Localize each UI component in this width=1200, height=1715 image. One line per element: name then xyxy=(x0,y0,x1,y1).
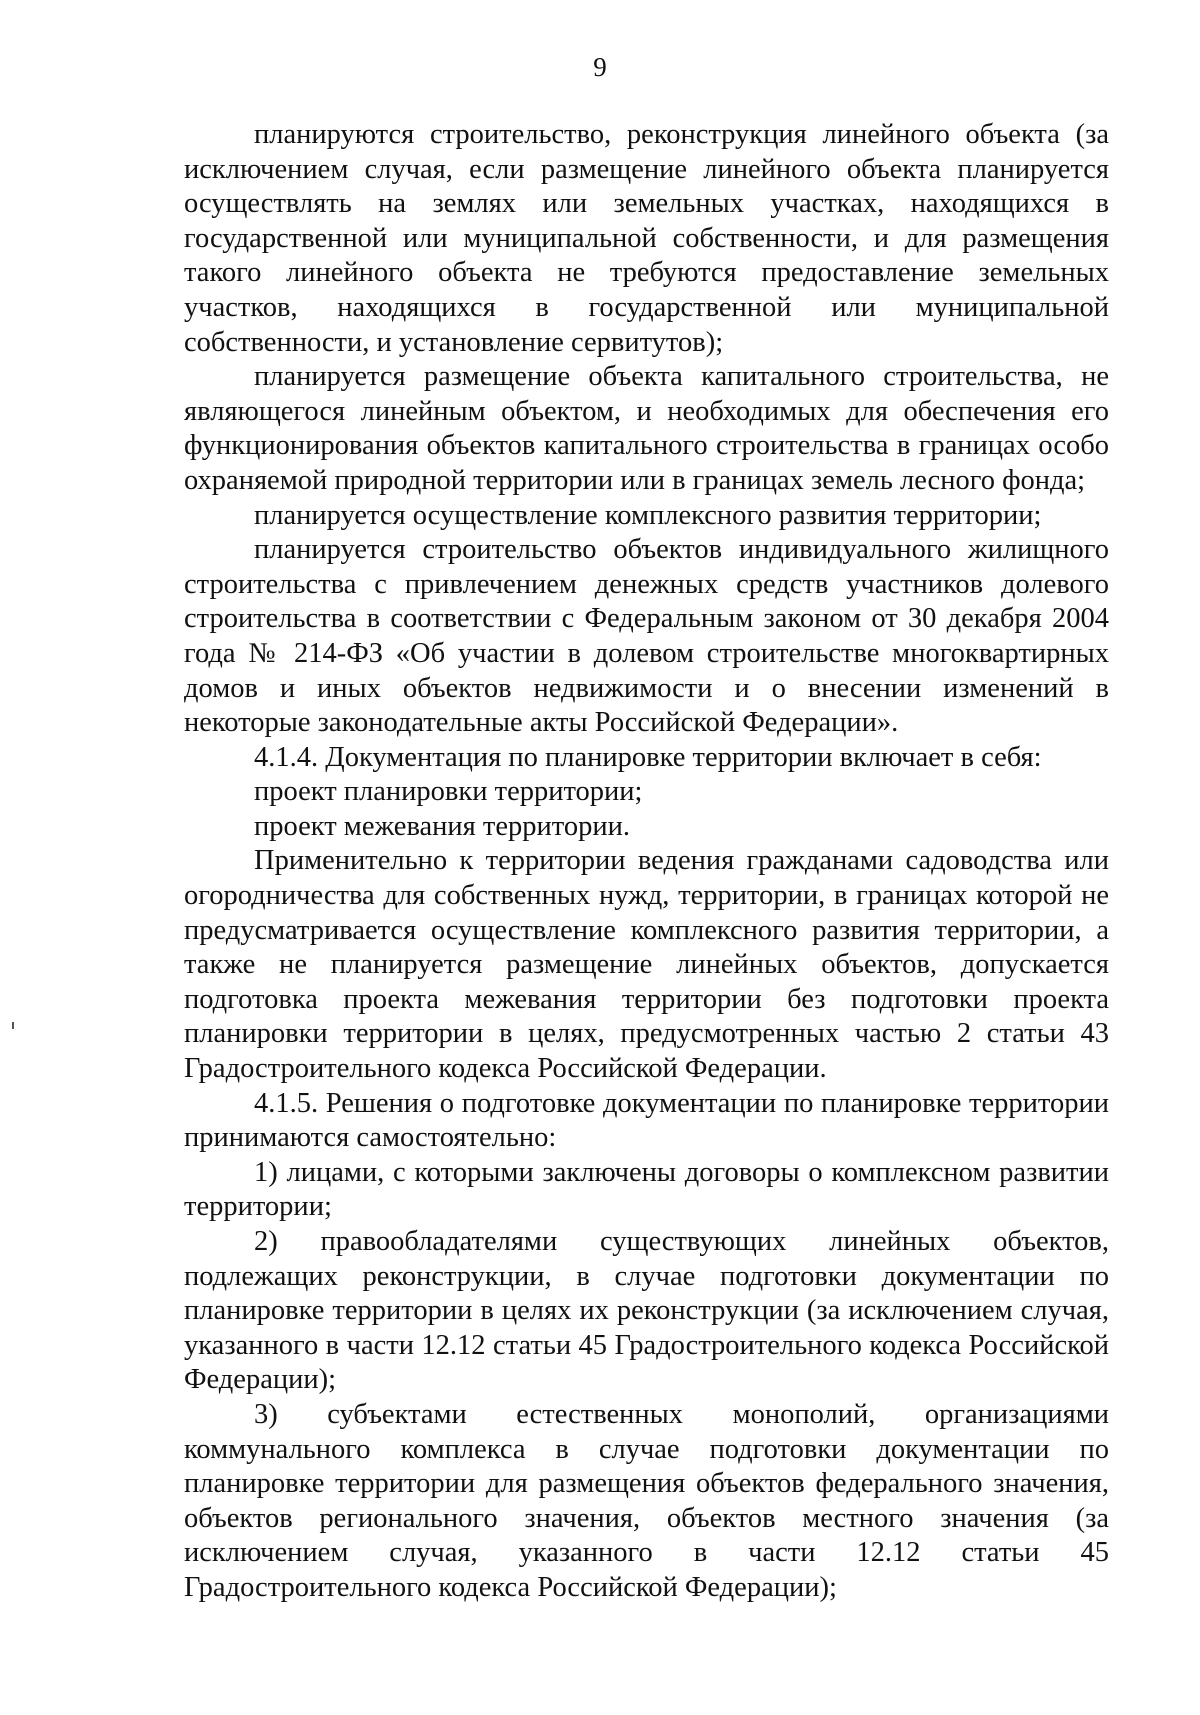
paragraph-capital-construction: планируется размещение объекта капитального строительства, не являющегося линейным объектом, и необходимых для обеспечения его функционирования объектов капитального строительства в границах особо охраняемой природной территории или в границах земель лесного фонда; xyxy=(184,361,1109,496)
paragraph-gardening-territory: Применительно к территории ведения гражданами садоводства или огородничества для собственных нужд, территории, в границах которой не предусматривается осуществление комплексного развития территории, а также не планируется размещение линейных объектов, допускается подготовка проекта межевания территории без подготовки проекта планировки территории в целях, предусмотренных частью 2 статьи 43 Градостроительного кодекса Российской Федерации. xyxy=(184,845,1109,1085)
document-body xyxy=(184,118,1109,1606)
paragraph-complex-development: планируется осуществление комплексного развития территории; xyxy=(254,499,1042,531)
paragraph-planning-project: проект планировки территории; xyxy=(254,776,643,808)
paragraph-individual-housing: планируется строительство объектов индивидуального жилищного строительства с привлечением денежных средств участников долевого строительства в соответствии с Федеральным законом от 30 декабря 2004 года № 214-ФЗ «Об участии в долевом строительстве многоквартирных домов и иных объектов недвижимости и о внесении изменений в некоторые законодательные акты Российской Федерации». xyxy=(184,534,1109,739)
scan-mark xyxy=(12,1022,14,1029)
paragraph-4-1-4: 4.1.4. Документация по планировке территории включает в себя: xyxy=(254,741,1042,773)
paragraph-linear-object: планируются строительство, реконструкция линейного объекта (за исключением случая, если размещение линейного объекта планируется осуществлять на землях или земельных участках, находящихся в государственной или муниципальной собственности, и для размещения такого линейного объекта не требуются предоставление земельных участков, находящихся в государственной или муниципальной собственности, и установление сервитутов); xyxy=(184,119,1109,358)
paragraph-surveying-project: проект межевания территории. xyxy=(254,810,630,842)
paragraph-4-1-5: 4.1.5. Решения о подготовке документации по планировке территории принимаются самостоятельно: xyxy=(184,1087,1109,1154)
list-item-3: 3) субъектами естественных монополий, организациями коммунального комплекса в случае подготовки документации по планировке территории для размещения объектов федерального значения, объектов регионального значения, объектов местного значения (за исключением случая, указанного в части 12.12 статьи 45 Градостроительного кодекса Российской Федерации); xyxy=(184,1398,1109,1603)
list-item-2: 2) правообладателями существующих линейных объектов, подлежащих реконструкции, в случае подготовки документации по планировке территории в целях их реконструкции (за исключением случая, указанного в части 12.12 статьи 45 Градостроительного кодекса Российской Федерации); xyxy=(184,1226,1109,1396)
list-item-1: 1) лицами, с которыми заключены договоры о комплексном развитии территории; xyxy=(184,1156,1109,1223)
page-number: 9 xyxy=(593,52,607,82)
